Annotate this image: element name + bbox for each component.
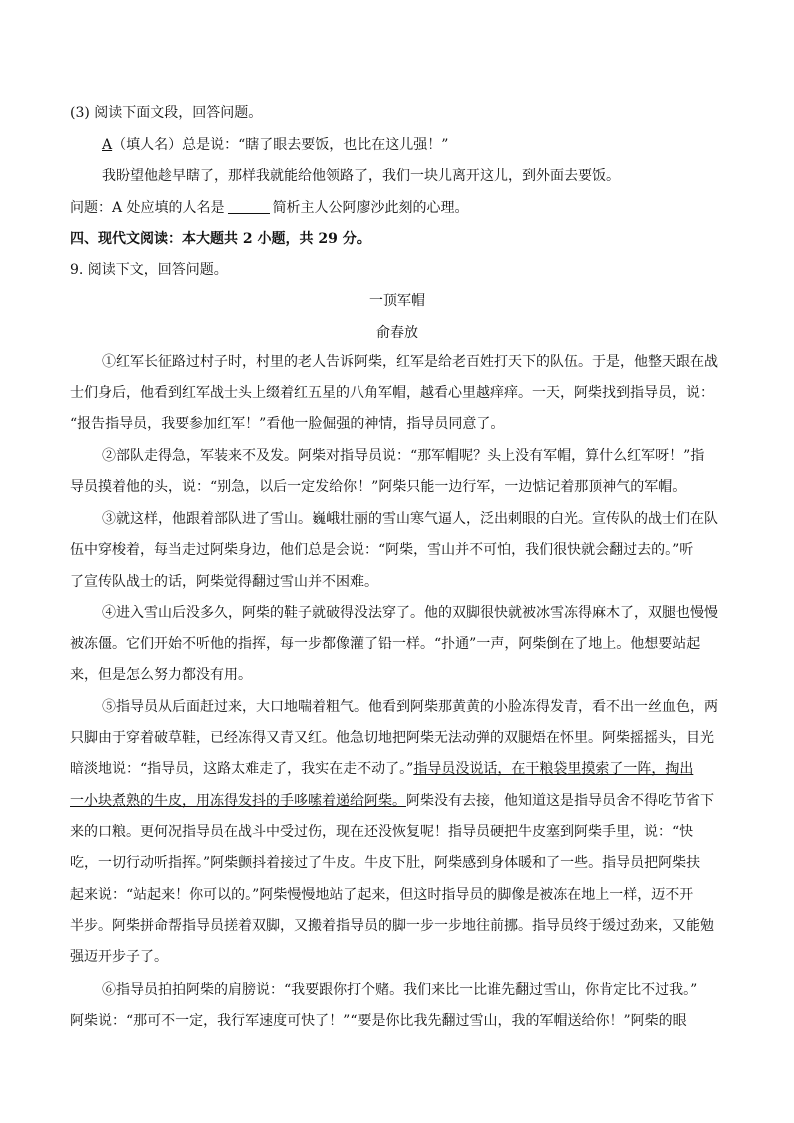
paragraph-5-line: 吃，一切行动听指挥。”阿柴颤抖着接过了牛皮。牛皮下肚，阿柴感到身体暖和了一些。指导员把阿柴扶: [70, 855, 701, 871]
paragraph-5-line: [70, 759, 693, 779]
paragraph-5-line: 只脚由于穿着破草鞋，已经冻得又青又红。他急切地把阿柴无法动弹的双腿焐在怀里。阿柴摇摇头，目光: [70, 730, 714, 746]
quote-text: （填人名）总是说：“瞎了眼去要饭，也比在这儿强！”: [112, 137, 449, 153]
question-3-passage: 我盼望他趁早瞎了，那样我就能给他领路了，我们一块儿离开这儿，到外面去要饭。: [102, 168, 620, 184]
paragraph-1-line: 士们身后，他看到红军战士头上缀着红五星的八角军帽，越看心里越痒痒。一天，阿柴找到指导员，说：: [70, 385, 714, 401]
paragraph-1-line: “报告指导员，我要参加红军！”看他一脸倔强的神情，指导员同意了。: [70, 416, 505, 432]
prompt-part-b: 简析主人公阿廖沙此刻的心理。: [272, 200, 469, 216]
plain-text: 阿柴没有去接，他知道这是指导员舍不得吃节省下: [406, 793, 714, 809]
paragraph-5-line: [70, 791, 714, 811]
paragraph-5-line: 起来说：“站起来！你可以的。”阿柴慢慢地站了起来，但这时指导员的脚像是被冻在地上一样，迈不开: [70, 887, 694, 903]
question-3-intro: (3) 阅读下面文段，回答问题。: [70, 105, 263, 121]
paragraph-4-line: 被冻僵。它们开始不听他的指挥，每一步都像灌了铅一样。“扑通”一声，阿柴倒在了地上。他想要站起: [70, 636, 701, 652]
paragraph-5-line: ⑤指导员从后面赶过来，大口地喘着粗气。他看到阿柴那黄黄的小脸冻得发青，看不出一丝血色，两: [102, 699, 718, 715]
underlined-sentence: 指导员没说话，在干粮袋里摸索了一阵，掏出: [413, 761, 694, 777]
paragraph-5-line: 来的口粮。更何况指导员在战斗中受过伤，现在还没恢复呢！指导员硬把牛皮塞到阿柴手里，说：“快: [70, 824, 694, 840]
paragraph-2-line: 导员摸着他的头，说：“别急，以后一定发给你！”阿柴只能一边行军，一边惦记着那顶神气的军帽。: [70, 479, 687, 495]
paragraph-5-line: 强迈开步子了。: [70, 949, 168, 965]
question-3-prompt: [70, 198, 469, 218]
answer-blank[interactable]: [228, 199, 270, 214]
paragraph-3-line: 了宣传队战士的话，阿柴觉得翻过雪山并不困难。: [70, 574, 378, 590]
article-title: 一顶军帽: [369, 293, 425, 309]
paragraph-5-line: 半步。阿柴拼命帮指导员搓着双脚，又搬着指导员的脚一步一步地往前挪。指导员终于缓过劲来，又能勉: [70, 918, 714, 934]
paragraph-4-line: 来，但是怎么努力都没有用。: [70, 667, 252, 683]
paragraph-3-line: ③就这样，他跟着部队进了雪山。巍峨壮丽的雪山寒气逼人，泛出刺眼的白光。宣传队的战士们在队: [102, 511, 718, 527]
section-heading: 四、现代文阅读：本大题共 2 小题，共 29 分。: [70, 231, 371, 247]
blank-marker-a: A: [102, 137, 113, 153]
article-author: 俞春放: [376, 325, 418, 341]
plain-text: 暗淡地说：“指导员，这路太难走了，我实在走不动了。”: [70, 761, 414, 777]
paragraph-1-line: ①红军长征路过村子时，村里的老人告诉阿柴，红军是给老百姓打天下的队伍。于是，他整天跟在战: [102, 354, 718, 370]
paragraph-4-line: ④进入雪山后没多久，阿柴的鞋子就破得没法穿了。他的双脚很快就被冰雪冻得麻木了，双腿也慢慢: [102, 605, 718, 621]
underlined-sentence: 一小块煮熟的牛皮，用冻得发抖的手哆嗦着递给阿柴。: [70, 793, 406, 809]
question-3-quote: [102, 135, 448, 155]
paragraph-6-line: 阿柴说：“那可不一定，我行军速度可快了！”“要是你比我先翻过雪山，我的军帽送给你！”阿柴的眼: [70, 1013, 687, 1029]
paragraph-3-line: 伍中穿梭着，每当走过阿柴身边，他们总是会说：“阿柴，雪山并不可怕，我们很快就会翻过去的。”听: [70, 542, 694, 558]
question-9-intro: 9. 阅读下文，回答问题。: [70, 262, 228, 278]
prompt-part-a: 问题：A 处应填的人名是: [70, 200, 225, 216]
paragraph-6-line: ⑥指导员拍拍阿柴的肩膀说：“我要跟你打个赌。我们来比一比谁先翻过雪山，你肯定比不过我。”: [102, 982, 698, 998]
paragraph-2-line: ②部队走得急，军装来不及发。阿柴对指导员说：“那军帽呢？头上没有军帽，算什么红军呀！”指: [102, 448, 705, 464]
